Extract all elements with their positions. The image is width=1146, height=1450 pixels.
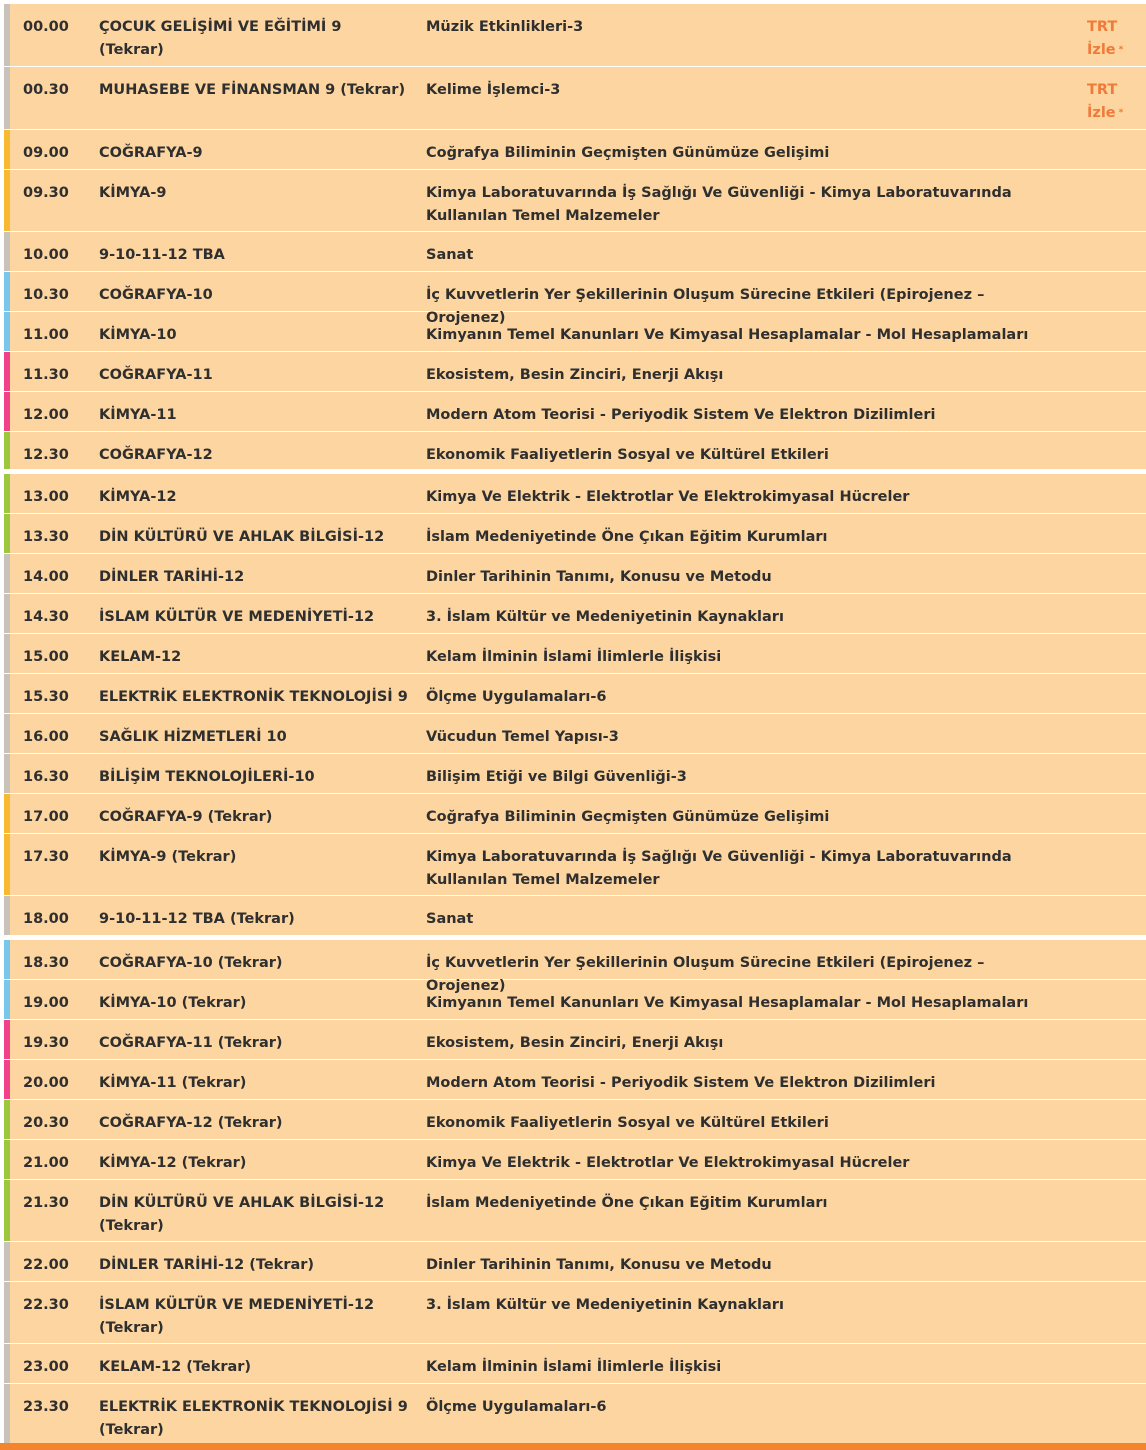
program-name: KİMYA-9 (Tekrar) [99,849,237,865]
schedule-row [4,834,1146,896]
schedule-row [4,794,1146,834]
episode-topic: Ekonomik Faaliyetlerin Sosyal ve Kültürel Etkileri [426,447,829,463]
trt-izle-link[interactable] [1087,16,1137,62]
episode-topic: 3. İslam Kültür ve Medeniyetinin Kaynakları [426,609,784,625]
trt-izle-link[interactable] [1087,79,1137,125]
izle-label: İzle [1087,42,1116,58]
broadcast-time: 10.30 [23,287,69,303]
broadcast-time: 21.00 [23,1155,69,1171]
episode-topic: Ölçme Uygulamaları-6 [426,1399,607,1415]
program-name: COĞRAFYA-9 (Tekrar) [99,809,273,825]
program-name: DİN KÜLTÜRÜ VE AHLAK BİLGİSİ-12 [99,529,385,545]
program-name: DİNLER TARİHİ-12 (Tekrar) [99,1257,315,1273]
category-color-bar [4,514,10,553]
schedule-row [4,1060,1146,1100]
category-color-bar [4,794,10,833]
program-name: 9-10-11-12 TBA (Tekrar) [99,911,295,927]
broadcast-time: 12.30 [23,447,69,463]
broadcast-time: 20.30 [23,1115,69,1131]
schedule-row [4,272,1146,326]
broadcast-time: 15.30 [23,689,69,705]
schedule-row [4,1384,1146,1443]
episode-topic: Ölçme Uygulamaları-6 [426,689,607,705]
schedule-row [4,4,1146,67]
broadcast-time: 19.30 [23,1035,69,1051]
trt-label: TRT [1087,19,1118,35]
program-name: COĞRAFYA-12 (Tekrar) [99,1115,283,1131]
episode-topic: Ekosistem, Besin Zinciri, Enerji Akışı [426,1035,724,1051]
category-color-bar [4,896,10,935]
program-name: ELEKTRİK ELEKTRONİK TEKNOLOJİSİ 9 [99,689,408,705]
schedule-group-3 [4,940,1146,1443]
schedule-row [4,714,1146,754]
category-color-bar [4,1020,10,1059]
category-color-bar [4,170,10,231]
program-name: COĞRAFYA-11 (Tekrar) [99,1035,283,1051]
category-color-bar [4,130,10,169]
broadcast-time: 23.30 [23,1399,69,1415]
program-name: KİMYA-11 (Tekrar) [99,1075,247,1091]
episode-topic: Kimyanın Temel Kanunları Ve Kimyasal Hesaplamalar - Mol Hesaplamaları [426,995,1029,1011]
schedule-row [4,432,1146,469]
episode-topic: İslam Medeniyetinde Öne Çıkan Eğitim Kurumları [426,1195,828,1211]
broadcast-time: 09.00 [23,145,69,161]
program-name: ELEKTRİK ELEKTRONİK TEKNOLOJİSİ 9 (Tekrar) [99,1399,408,1438]
category-color-bar [4,67,10,129]
schedule-group-1 [4,4,1146,469]
schedule-row [4,67,1146,130]
schedule-row [4,352,1146,392]
program-name: KELAM-12 [99,649,182,665]
program-name: COĞRAFYA-12 [99,447,213,463]
broadcast-time: 23.00 [23,1359,69,1375]
broadcast-time: 14.30 [23,609,69,625]
program-name: İSLAM KÜLTÜR VE MEDENİYETİ-12 (Tekrar) [99,1297,375,1336]
bottom-border [0,1443,1146,1450]
broadcast-time: 20.00 [23,1075,69,1091]
broadcast-time: 18.30 [23,955,69,971]
schedule-row [4,232,1146,272]
schedule-row [4,634,1146,674]
schedule-row [4,1020,1146,1060]
broadcast-time: 09.30 [23,185,69,201]
broadcast-time: 22.00 [23,1257,69,1273]
category-color-bar [4,1282,10,1343]
program-name: SAĞLIK HİZMETLERİ 10 [99,729,287,745]
broadcast-time: 00.00 [23,19,69,35]
schedule-row [4,594,1146,634]
episode-topic: 3. İslam Kültür ve Medeniyetinin Kaynakları [426,1297,784,1313]
episode-topic: Kimya Ve Elektrik - Elektrotlar Ve Elektrokimyasal Hücreler [426,489,910,505]
broadcast-time: 13.00 [23,489,69,505]
category-color-bar [4,1180,10,1241]
episode-topic: İç Kuvvetlerin Yer Şekillerinin Oluşum Sürecine Etkileri (Epirojenez – Orojenez) [426,287,985,326]
program-name: COĞRAFYA-11 [99,367,213,383]
program-name: KELAM-12 (Tekrar) [99,1359,252,1375]
category-color-bar [4,940,10,979]
schedule-row [4,312,1146,352]
category-color-bar [4,674,10,713]
program-name: KİMYA-9 [99,185,167,201]
episode-topic: Bilişim Etiği ve Bilgi Güvenliği-3 [426,769,687,785]
schedule-row [4,554,1146,594]
category-color-bar [4,232,10,271]
category-color-bar [4,1384,10,1443]
program-name: KİMYA-12 (Tekrar) [99,1155,247,1171]
category-color-bar [4,352,10,391]
broadcast-time: 13.30 [23,529,69,545]
episode-topic: Kelam İlminin İslami İlimlerle İlişkisi [426,649,722,665]
schedule-row [4,980,1146,1020]
category-color-bar [4,1100,10,1139]
episode-topic: Coğrafya Biliminin Geçmişten Günümüze Gelişimi [426,809,830,825]
episode-topic: Kelam İlminin İslami İlimlerle İlişkisi [426,1359,722,1375]
schedule-row [4,170,1146,232]
category-color-bar [4,432,10,469]
episode-topic: Dinler Tarihinin Tanımı, Konusu ve Metodu [426,1257,772,1273]
broadcast-time: 11.30 [23,367,69,383]
episode-topic: Dinler Tarihinin Tanımı, Konusu ve Metodu [426,569,772,585]
program-name: KİMYA-12 [99,489,177,505]
episode-topic: Sanat [426,247,474,263]
episode-topic: Müzik Etkinlikleri-3 [426,19,584,35]
episode-topic: Kelime İşlemci-3 [426,82,561,98]
schedule-row [4,514,1146,554]
program-name: COĞRAFYA-10 (Tekrar) [99,955,283,971]
broadcast-time: 18.00 [23,911,69,927]
episode-topic: Kimya Ve Elektrik - Elektrotlar Ve Elektrokimyasal Hücreler [426,1155,910,1171]
episode-topic: Kimya Laboratuvarında İş Sağlığı Ve Güvenliği - Kimya Laboratuvarında Kullanılan Temel Malzemeler [426,185,1012,224]
program-name: ÇOCUK GELİŞİMİ VE EĞİTİMİ 9 (Tekrar) [99,19,342,58]
asterisk-mark: * [1118,108,1124,118]
asterisk-mark: * [1118,45,1124,55]
category-color-bar [4,980,10,1019]
schedule-row [4,1180,1146,1242]
program-name: COĞRAFYA-10 [99,287,213,303]
category-color-bar [4,272,10,311]
schedule-row [4,1344,1146,1384]
program-name: KİMYA-10 [99,327,177,343]
program-name: KİMYA-11 [99,407,177,423]
category-color-bar [4,392,10,431]
episode-topic: Kimyanın Temel Kanunları Ve Kimyasal Hesaplamalar - Mol Hesaplamaları [426,327,1029,343]
schedule-row [4,474,1146,514]
episode-topic: Modern Atom Teorisi - Periyodik Sistem Ve Elektron Dizilimleri [426,407,936,423]
broadcast-time: 10.00 [23,247,69,263]
category-color-bar [4,1060,10,1099]
izle-label: İzle [1087,105,1116,121]
broadcast-time: 11.00 [23,327,69,343]
schedule-row [4,1282,1146,1344]
broadcast-time: 15.00 [23,649,69,665]
category-color-bar [4,4,10,66]
episode-topic: Ekosistem, Besin Zinciri, Enerji Akışı [426,367,724,383]
episode-topic: İç Kuvvetlerin Yer Şekillerinin Oluşum Sürecine Etkileri (Epirojenez – Orojenez) [426,955,985,994]
category-color-bar [4,1140,10,1179]
category-color-bar [4,594,10,633]
schedule-row [4,754,1146,794]
schedule-row [4,1100,1146,1140]
schedule-row [4,674,1146,714]
program-name: 9-10-11-12 TBA [99,247,225,263]
category-color-bar [4,474,10,513]
broadcast-time: 17.30 [23,849,69,865]
broadcast-time: 16.30 [23,769,69,785]
broadcast-time: 22.30 [23,1297,69,1313]
schedule-row [4,1140,1146,1180]
program-name: DİN KÜLTÜRÜ VE AHLAK BİLGİSİ-12 (Tekrar) [99,1195,385,1234]
broadcast-time: 16.00 [23,729,69,745]
episode-topic: İslam Medeniyetinde Öne Çıkan Eğitim Kurumları [426,529,828,545]
broadcast-time: 17.00 [23,809,69,825]
category-color-bar [4,1344,10,1383]
schedule-row [4,940,1146,994]
category-color-bar [4,634,10,673]
episode-topic: Modern Atom Teorisi - Periyodik Sistem Ve Elektron Dizilimleri [426,1075,936,1091]
program-name: İSLAM KÜLTÜR VE MEDENİYETİ-12 [99,609,375,625]
broadcast-time: 12.00 [23,407,69,423]
schedule-row [4,896,1146,935]
episode-topic: Vücudun Temel Yapısı-3 [426,729,619,745]
broadcast-time: 00.30 [23,82,69,98]
schedule-row [4,130,1146,170]
program-name: DİNLER TARİHİ-12 [99,569,245,585]
broadcast-time: 19.00 [23,995,69,1011]
category-color-bar [4,312,10,351]
schedule-row [4,1242,1146,1282]
episode-topic: Ekonomik Faaliyetlerin Sosyal ve Kültürel Etkileri [426,1115,829,1131]
program-name: KİMYA-10 (Tekrar) [99,995,247,1011]
schedule-row [4,392,1146,432]
program-name: COĞRAFYA-9 [99,145,203,161]
category-color-bar [4,1242,10,1281]
schedule-group-2 [4,474,1146,935]
episode-topic: Sanat [426,911,474,927]
program-name: MUHASEBE VE FİNANSMAN 9 (Tekrar) [99,82,406,98]
category-color-bar [4,714,10,753]
category-color-bar [4,554,10,593]
program-name: BİLİŞİM TEKNOLOJİLERİ-10 [99,769,315,785]
category-color-bar [4,834,10,895]
episode-topic: Coğrafya Biliminin Geçmişten Günümüze Gelişimi [426,145,830,161]
trt-label: TRT [1087,82,1118,98]
broadcast-time: 21.30 [23,1195,69,1211]
category-color-bar [4,754,10,793]
broadcast-time: 14.00 [23,569,69,585]
episode-topic: Kimya Laboratuvarında İş Sağlığı Ve Güvenliği - Kimya Laboratuvarında Kullanılan Temel Malzemeler [426,849,1012,888]
